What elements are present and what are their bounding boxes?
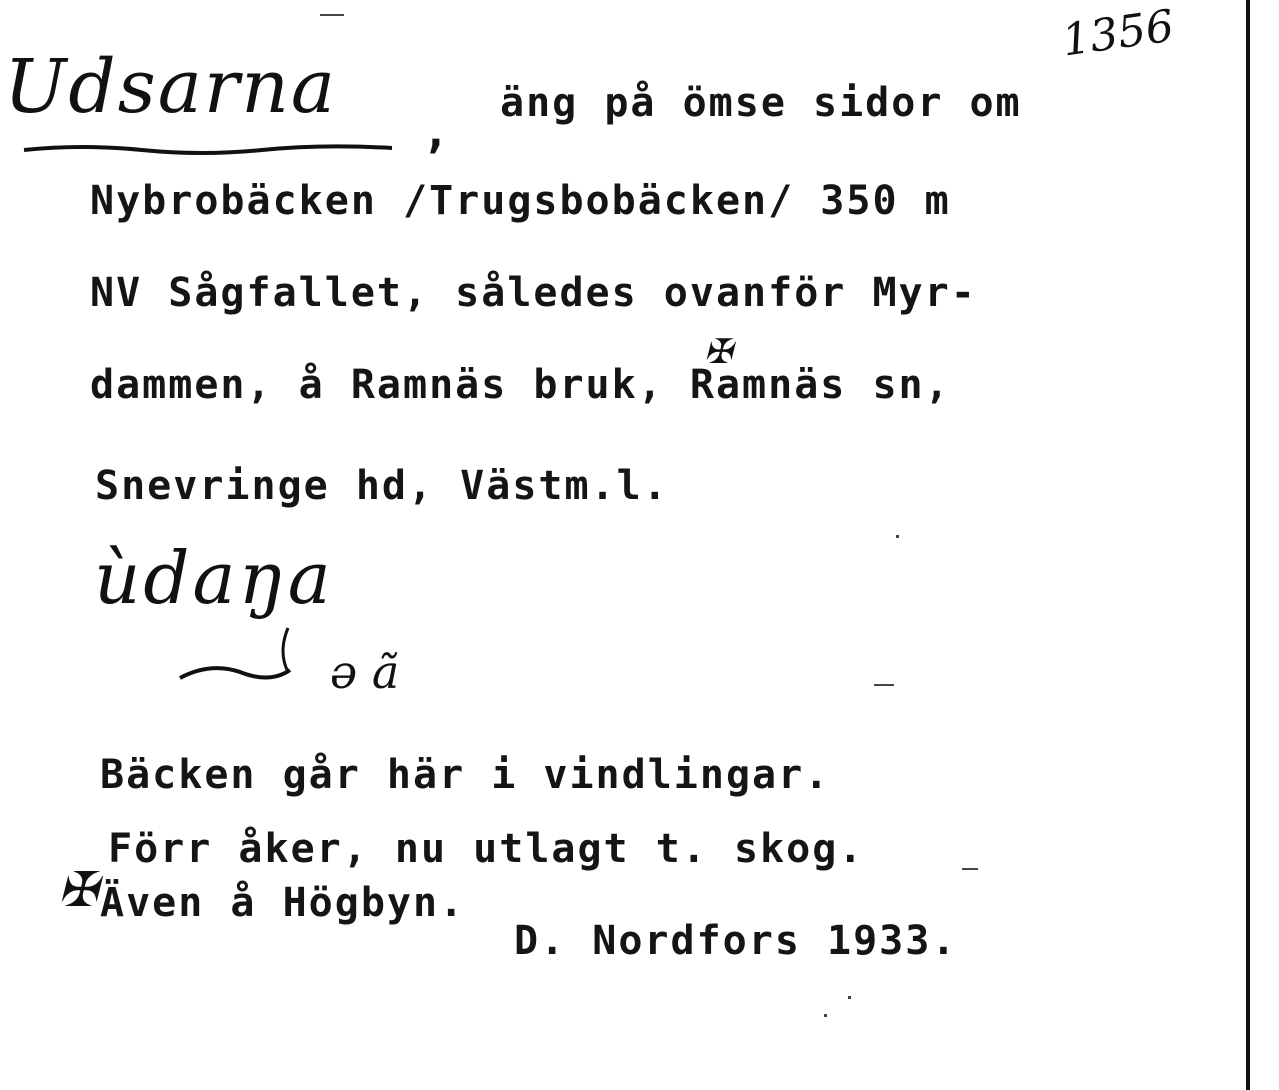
pronunciation-variants xyxy=(170,600,510,710)
footnote-mark-icon: ✠ xyxy=(58,862,99,918)
scan-speck xyxy=(874,684,894,686)
note-line-1: Bäcken går här i vindlingar. xyxy=(100,752,831,798)
note-line-2: Förr åker, nu utlagt t. skog. xyxy=(108,826,865,872)
typed-line-5: Snevringe hd, Västm.l. xyxy=(95,463,669,509)
note-line-3: Även å Högbyn. xyxy=(100,880,466,926)
scan-speck xyxy=(848,996,851,999)
scan-speck xyxy=(896,535,899,538)
typed-line-1: äng på ömse sidor om xyxy=(500,80,1022,126)
scan-speck xyxy=(962,868,978,870)
footnote-mark-icon: ✠ xyxy=(704,332,733,372)
card-edge-line xyxy=(1246,0,1250,1090)
headword-underline xyxy=(22,142,394,156)
signature: D. Nordfors 1933. xyxy=(514,918,958,964)
headword-comma: , xyxy=(422,104,452,158)
pronunciation-variant-text: ə ã xyxy=(330,645,400,699)
pronunciation: ùdaŋa xyxy=(94,536,334,620)
typed-line-2: Nybrobäcken /Trugsbobäcken/ 350 m xyxy=(90,178,951,224)
typed-line-4: dammen, å Ramnäs bruk, Ramnäs sn, xyxy=(90,362,951,408)
scan-speck xyxy=(824,1014,827,1017)
card-number: 1356 xyxy=(1058,0,1177,67)
typed-line-3: NV Sågfallet, således ovanför Myr- xyxy=(90,270,977,316)
scan-speck xyxy=(320,14,344,16)
headword: Udsarna xyxy=(4,44,337,130)
